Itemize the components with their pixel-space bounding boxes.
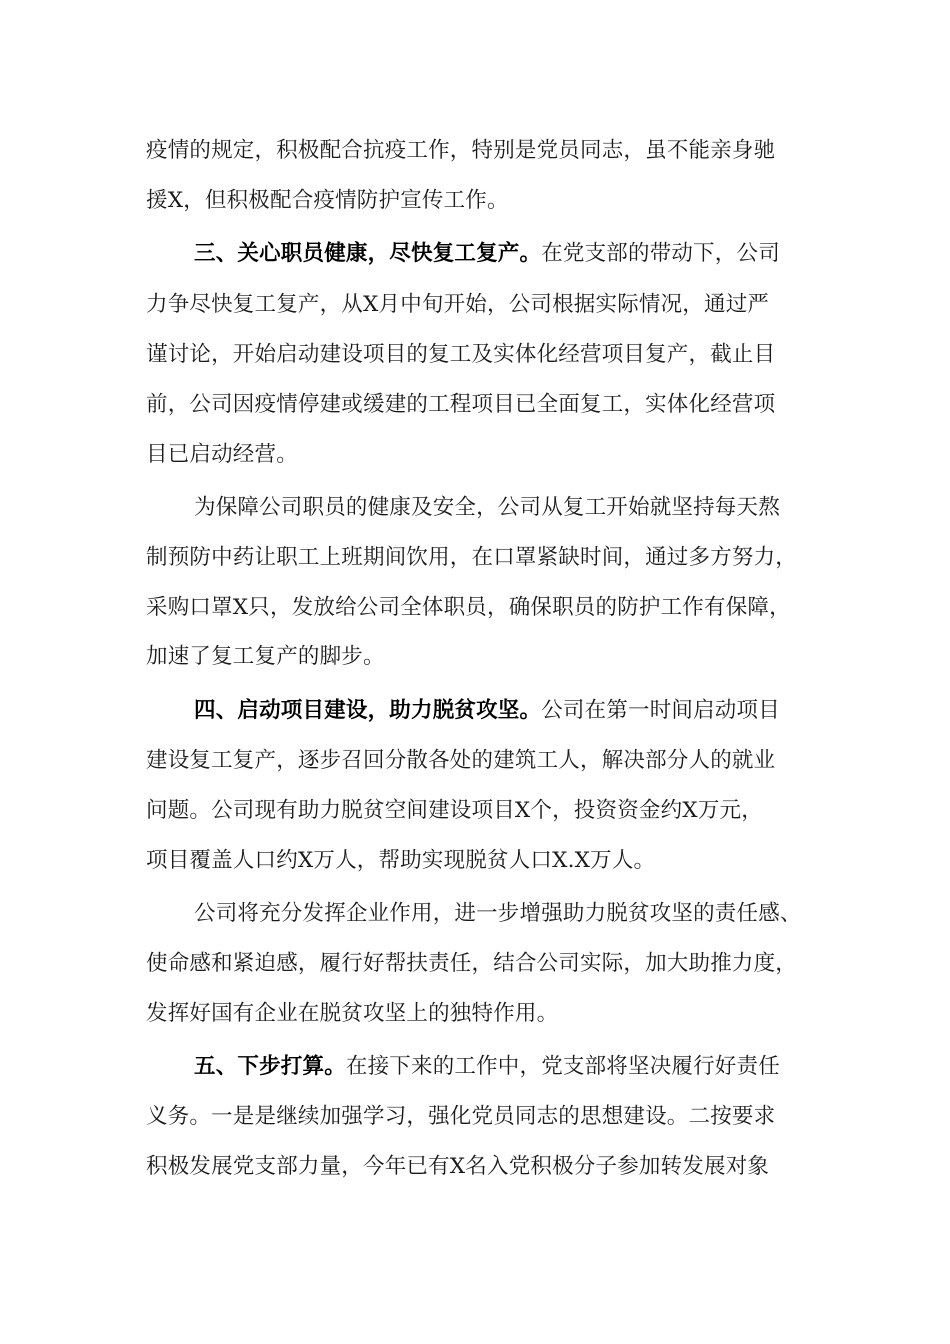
paragraph-line: 义务。一是是继续加强学习，强化党员同志的思想建设。二按要求: [146, 1104, 776, 1129]
paragraph-line: 谨讨论，开始启动建设项目的复工及实体化经营项目复产，截止目: [146, 342, 776, 367]
paragraph-line: 援X，但积极配合疫情防护宣传工作。: [146, 188, 509, 213]
paragraph-line: 采购口罩X只，发放给公司全体职员，确保职员的防护工作有保障，: [146, 595, 791, 620]
paragraph-line: [194, 234, 780, 274]
paragraph-line: [194, 1047, 780, 1087]
paragraph-line: 公司将充分发挥企业作用，进一步增强助力脱贫攻坚的责任感、: [194, 901, 802, 926]
section-heading: 五、下步打算。: [194, 1054, 346, 1079]
paragraph-line: 发挥好国有企业在脱贫攻坚上的独特作用。: [146, 1001, 559, 1026]
paragraph-text: 在接下来的工作中，党支部将坚决履行好责任: [345, 1054, 780, 1079]
paragraph-line: 力争尽快复工复产，从X月中旬开始，公司根据实际情况，通过严: [146, 292, 770, 317]
paragraph-line: 制预防中药让职工上班期间饮用，在口罩紧缺时间，通过多方努力，: [146, 545, 798, 570]
paragraph-line: 问题。公司现有助力脱贫空间建设项目X个，投资资金约X万元，: [146, 798, 763, 823]
paragraph-text: 公司在第一时间启动项目: [541, 698, 780, 723]
paragraph-line: 建设复工复产，逐步召回分散各处的建筑工人，解决部分人的就业: [146, 748, 776, 773]
section-heading: 三、关心职员健康，尽快复工复产。: [194, 241, 542, 266]
paragraph-line: 使命感和紧迫感，履行好帮扶责任，结合公司实际，加大助推力度，: [146, 951, 798, 976]
paragraph-line: [194, 691, 780, 731]
paragraph-line: 疫情的规定，积极配合抗疫工作，特别是党员同志，虽不能亲身驰: [146, 138, 776, 163]
paragraph-line: 项目覆盖人口约X万人，帮助实现脱贫人口X.X万人。: [146, 848, 656, 873]
paragraph-line: 目已启动经营。: [146, 442, 298, 467]
paragraph-line: 为保障公司职员的健康及安全，公司从复工开始就坚持每天熬: [194, 495, 780, 520]
paragraph-line: 加速了复工复产的脚步。: [146, 644, 385, 669]
section-heading: 四、启动项目建设，助力脱贫攻坚。: [194, 698, 542, 723]
paragraph-line: 积极发展党支部力量，今年已有X名入党积极分子参加转发展对象: [146, 1154, 770, 1179]
paragraph-text: 在党支部的带动下，公司: [541, 241, 780, 266]
paragraph-line: 前，公司因疫情停建或缓建的工程项目已全面复工，实体化经营项: [146, 392, 776, 417]
